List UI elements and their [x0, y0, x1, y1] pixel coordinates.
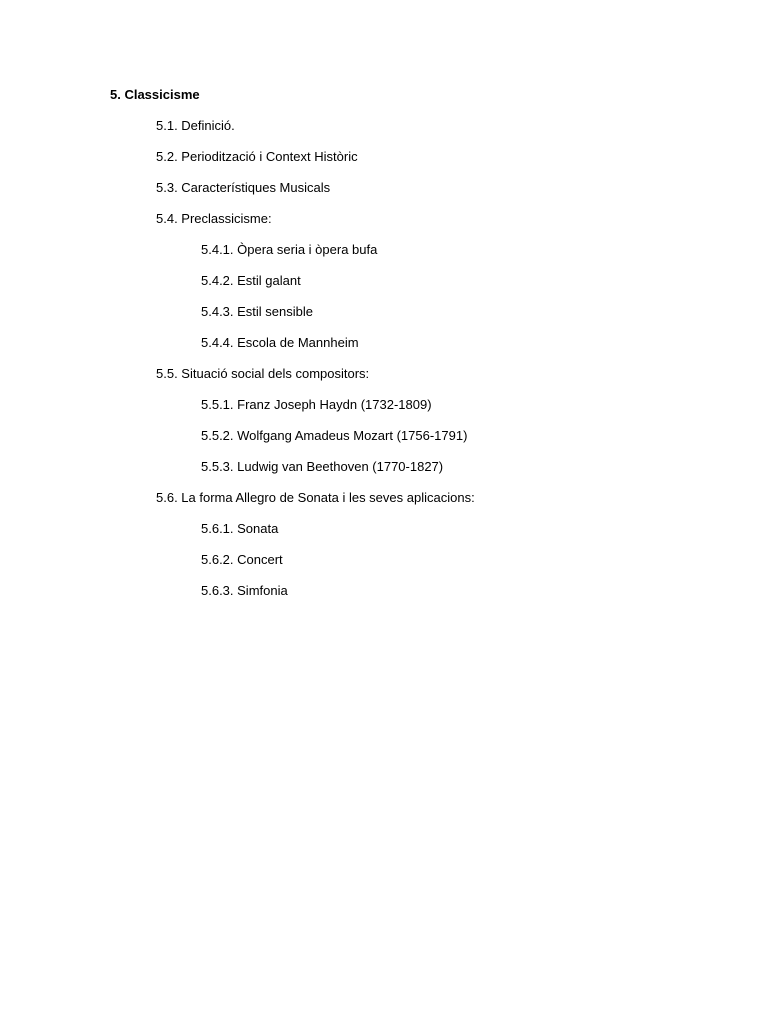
- outline-item-5-4: 5.4. Preclassicisme:: [156, 211, 272, 226]
- section-heading: 5. Classicisme: [110, 87, 200, 102]
- outline-item-5-4-4: 5.4.4. Escola de Mannheim: [201, 335, 359, 350]
- outline-item-5-6-2: 5.6.2. Concert: [201, 552, 283, 567]
- outline-item-5-2: 5.2. Periodització i Context Històric: [156, 149, 358, 164]
- outline-item-5-5: 5.5. Situació social dels compositors:: [156, 366, 370, 381]
- outline-item-5-4-2: 5.4.2. Estil galant: [201, 273, 301, 288]
- outline-item-5-5-3: 5.5.3. Ludwig van Beethoven (1770-1827): [201, 459, 444, 474]
- outline-item-5-5-1: 5.5.1. Franz Joseph Haydn (1732-1809): [201, 397, 432, 412]
- outline-item-5-3: 5.3. Característiques Musicals: [156, 180, 331, 195]
- outline-item-5-4-3: 5.4.3. Estil sensible: [201, 304, 314, 319]
- outline-list: [110, 85, 475, 612]
- outline-item-5-6-3: 5.6.3. Simfonia: [201, 583, 288, 598]
- outline-item-5-6: 5.6. La forma Allegro de Sonata i les seves aplicacions:: [156, 490, 475, 505]
- outline-item-5-5-2: 5.5.2. Wolfgang Amadeus Mozart (1756-1791): [201, 428, 468, 443]
- outline-item-5-4-1: 5.4.1. Òpera seria i òpera bufa: [201, 242, 378, 257]
- outline-item-5-1: 5.1. Definició.: [156, 118, 235, 133]
- outline-item-5-6-1: 5.6.1. Sonata: [201, 521, 279, 536]
